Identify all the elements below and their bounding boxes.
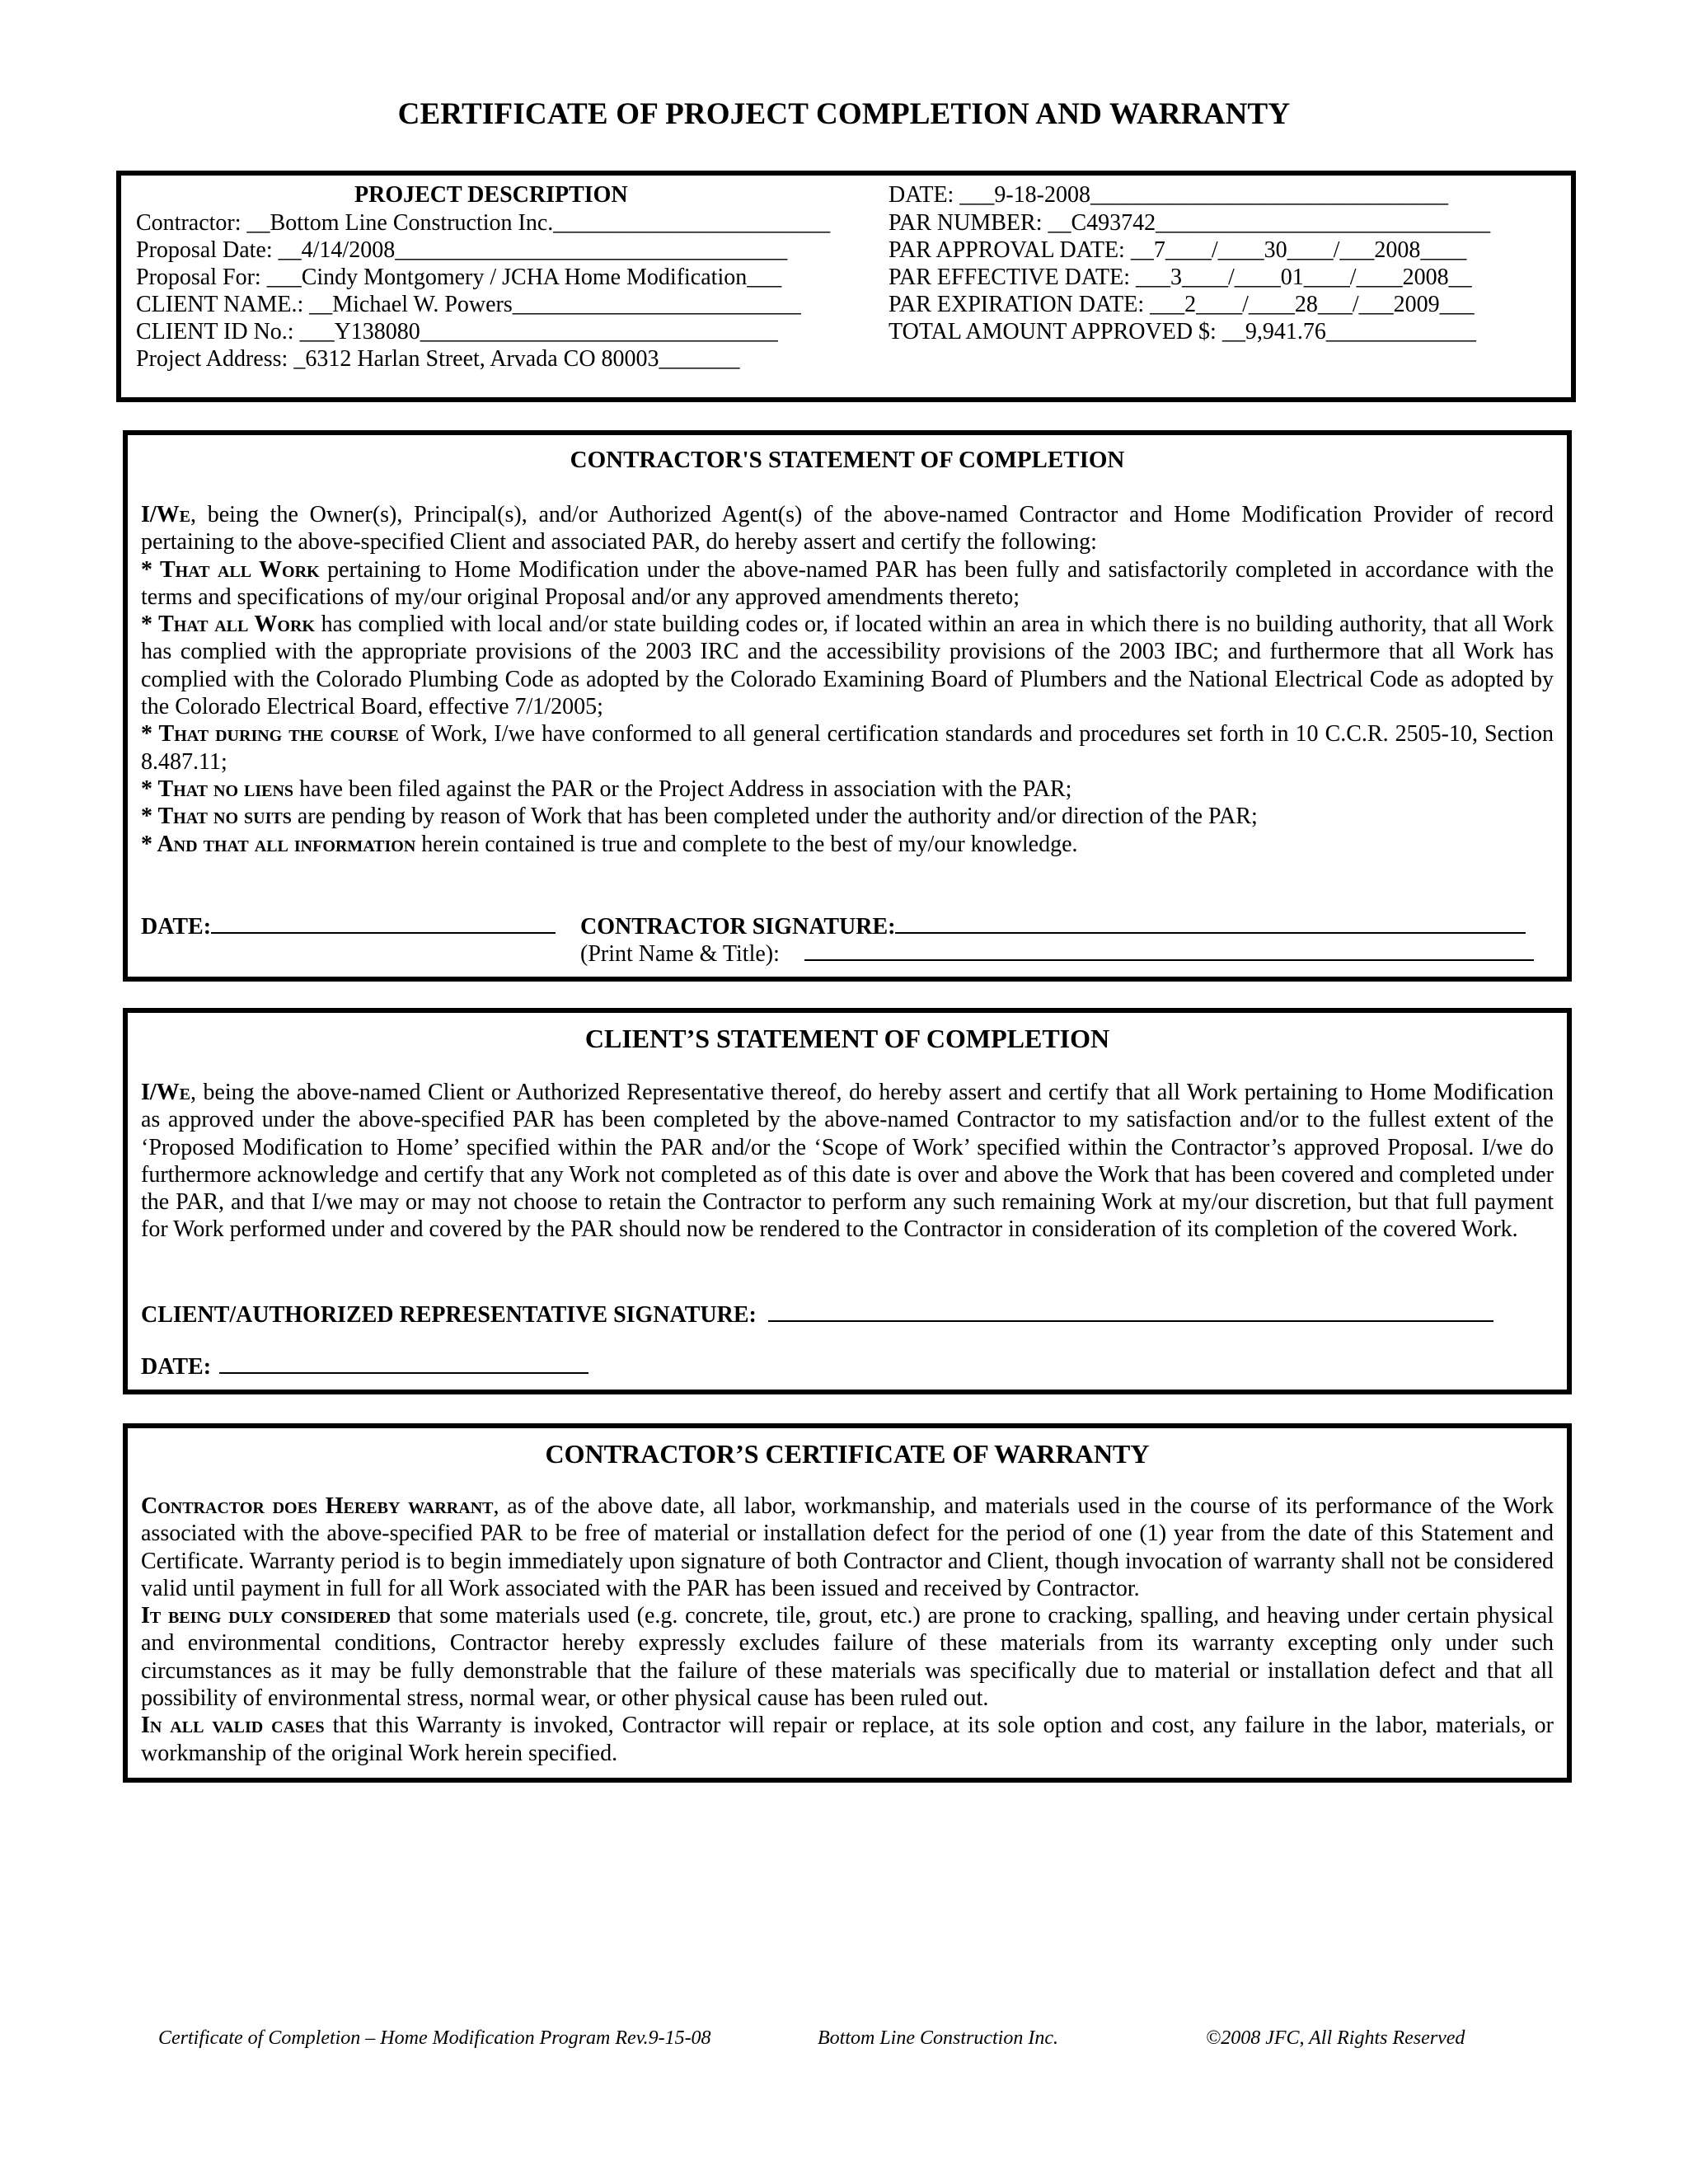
project-description-box xyxy=(116,171,1576,402)
contractor-signature-label: CONTRACTOR SIGNATURE: xyxy=(580,914,896,940)
par-approval-row xyxy=(889,237,1466,264)
footer-copyright: ©2008 JFC, All Rights Reserved xyxy=(1206,2027,1465,2049)
proposal-date-value: __4/14/2008__________________________________ xyxy=(278,237,788,263)
client-statement-box xyxy=(123,1008,1572,1394)
project-address-value: _6312 Harlan Street, Arvada CO 80003_______ xyxy=(293,346,740,372)
date-row xyxy=(889,181,1448,209)
total-approved-value: __9,941.76_____________ xyxy=(1221,319,1476,344)
par-expiration-label: PAR EXPIRATION DATE: xyxy=(889,292,1145,317)
print-name-line[interactable] xyxy=(804,959,1534,961)
statement-item: * And that all information herein contained is true and complete to the best of my/our knowledge. xyxy=(141,831,1078,857)
client-id-label: CLIENT ID No.: xyxy=(136,319,294,344)
par-effective-label: PAR EFFECTIVE DATE: xyxy=(889,265,1131,290)
client-date-label: DATE: xyxy=(141,1354,212,1380)
footer-company: Bottom Line Construction Inc. xyxy=(818,2027,1058,2049)
contractor-date-label: DATE: xyxy=(141,914,212,940)
contractor-date-field[interactable] xyxy=(141,913,556,940)
proposal-date-label: Proposal Date: xyxy=(136,237,273,263)
client-name-value: __Michael W. Powers_________________________ xyxy=(309,292,801,317)
client-date-line[interactable] xyxy=(219,1372,588,1374)
date-value: ___9-18-2008_______________________________ xyxy=(959,182,1448,208)
print-name-label: (Print Name & Title): xyxy=(580,941,780,967)
date-label: DATE: xyxy=(889,182,954,208)
contractor-statement-intro: I/We, being the Owner(s), Principal(s), and/or Authorized Agent(s) of the above-named Contractor and Home Modification Provider of record pertaining to the above-specified Client and associated PAR, do hereby assert and certify the following: xyxy=(141,502,1554,555)
client-statement-paragraph: I/We, being the above-named Client or Authorized Representative thereof, do hereby assert and certify that all Work pertaining to Home Modification as approved under the above-specified PAR has been completed by the above-named Contractor to my satisfaction and/or to the fullest extent of the ‘Proposed Modification to Home’ specified within the PAR and/or the ‘Scope of Work’ specified within the Contractor’s approved Proposal. I/we do furthermore acknowledge and certify that any Work not completed as of this date is over and above the Work that has been covered and completed under the PAR, and that I/we may or may not choose to retain the Contractor to perform any such remaining Work at my/our discretion, but that full payment for Work performed under and covered by the PAR should now be rendered to the Contractor in consideration of its completion of the covered Work. xyxy=(141,1080,1554,1243)
client-statement-body xyxy=(141,1079,1554,1244)
total-approved-label: TOTAL AMOUNT APPROVED $: xyxy=(889,319,1217,344)
client-id-value: ___Y138080_______________________________ xyxy=(299,319,778,344)
print-name-field[interactable] xyxy=(580,940,1534,968)
warranty-paragraph: In all valid cases that this Warranty is invoked, Contractor will repair or replace, at its sole option and cost, any failure in the labor, materials, or workmanship of the original Work herein specified. xyxy=(141,1713,1554,1766)
client-name-label: CLIENT NAME.: xyxy=(136,292,304,317)
contractor-signature-line[interactable] xyxy=(895,932,1526,934)
proposal-for-row xyxy=(136,264,781,291)
par-expiration-row xyxy=(889,291,1475,318)
proposal-for-label: Proposal For: xyxy=(136,265,261,290)
client-name-row xyxy=(136,291,801,318)
client-id-row xyxy=(136,318,778,345)
par-expiration-value: ___2____/____28___/___2009___ xyxy=(1150,292,1475,317)
statement-item: * That during the course of Work, I/we have conformed to all general certification standards and procedures set forth in 10 C.C.R. 2505-10, Section 8.487.11; xyxy=(141,721,1554,775)
warranty-paragraph: Contractor does Hereby warrant, as of the above date, all labor, workmanship, and materials used in the course of its performance of the Work associated with the above-specified PAR to be free of material or installation defect for the period of one (1) year from the date of this Statement and Certificate. Warranty period is to begin immediately upon signature of both Contractor and Client, though invocation of warranty shall not be considered valid until payment in full for all Work associated with the PAR has been issued and received by Contractor. xyxy=(141,1493,1554,1601)
client-date-field[interactable] xyxy=(141,1353,588,1380)
par-approval-label: PAR APPROVAL DATE: xyxy=(889,237,1125,263)
warranty-paragraph: It being duly considered that some materials used (e.g. concrete, tile, grout, etc.) are prone to cracking, spalling, and heaving under certain physical and environmental conditions, Contractor hereby expressly excludes failure of these materials from its warranty excepting only under such circumstances as it may be fully demonstrable that the failure of these materials was specifically due to material or installation defect and that all possibility of environmental stress, normal wear, or other physical cause has been ruled out. xyxy=(141,1603,1554,1712)
footer-form-revision: Certificate of Completion – Home Modification Program Rev.9-15-08 xyxy=(158,2027,711,2049)
page-title: CERTIFICATE OF PROJECT COMPLETION AND WARRANTY xyxy=(397,97,1291,131)
contractor-signature-field[interactable] xyxy=(580,913,1526,940)
intro-lead: I/We xyxy=(141,502,191,527)
par-number-label: PAR NUMBER: xyxy=(889,210,1043,236)
contractor-row xyxy=(136,209,830,237)
par-effective-row xyxy=(889,264,1472,291)
client-signature-label: CLIENT/AUTHORIZED REPRESENTATIVE SIGNATURE: xyxy=(141,1302,757,1328)
client-signature-field[interactable] xyxy=(141,1301,1493,1329)
warranty-body xyxy=(141,1493,1554,1767)
project-address-label: Project Address: xyxy=(136,346,288,372)
contractor-label: Contractor: xyxy=(136,210,241,236)
contractor-value: __Bottom Line Construction Inc.________________________ xyxy=(246,210,831,236)
project-description-heading: PROJECT DESCRIPTION xyxy=(354,182,628,208)
client-statement-heading: CLIENT’S STATEMENT OF COMPLETION xyxy=(584,1024,1110,1053)
warranty-box xyxy=(123,1423,1572,1783)
statement-item: * That no liens have been filed against the PAR or the Project Address in association with the PAR; xyxy=(141,776,1072,802)
contractor-statement-box xyxy=(123,430,1572,982)
par-number-value: __C493742_____________________________ xyxy=(1048,210,1491,236)
statement-item: * That all Work has complied with local and/or state building codes or, if located within an area in which there is no building authority, that all Work has complied with the appropriate provisions of the 2003 IRC and the accessibility provisions of the 2003 IBC; and furthermore that all Work has complied with the Colorado Plumbing Code as adopted by the Colorado Examining Board of Plumbers and the National Electrical Code as adopted by the Colorado Electrical Board, effective 7/1/2005; xyxy=(141,612,1554,720)
statement-item: * That no suits are pending by reason of Work that has been completed under the authority and/or direction of the PAR; xyxy=(141,804,1258,830)
contractor-date-line[interactable] xyxy=(211,932,556,934)
par-approval-value: __7____/____30____/___2008____ xyxy=(1130,237,1467,263)
contractor-statement-heading: CONTRACTOR'S STATEMENT OF COMPLETION xyxy=(570,447,1125,473)
par-number-row xyxy=(889,209,1490,237)
project-address-row xyxy=(136,345,740,373)
client-signature-line[interactable] xyxy=(768,1320,1493,1322)
proposal-for-value: ___Cindy Montgomery / JCHA Home Modification___ xyxy=(266,265,782,290)
proposal-date-row xyxy=(136,237,787,264)
warranty-heading: CONTRACTOR’S CERTIFICATE OF WARRANTY xyxy=(545,1439,1150,1469)
statement-item: * That all Work pertaining to Home Modification under the above-named PAR has been fully and satisfactorily completed in accordance with the terms and specifications of my/our original Proposal and/or any approved amendments thereto; xyxy=(141,556,1554,610)
par-effective-value: ___3____/____01____/____2008__ xyxy=(1136,265,1472,290)
total-approved-row xyxy=(889,318,1476,345)
contractor-statement-body xyxy=(141,501,1554,858)
